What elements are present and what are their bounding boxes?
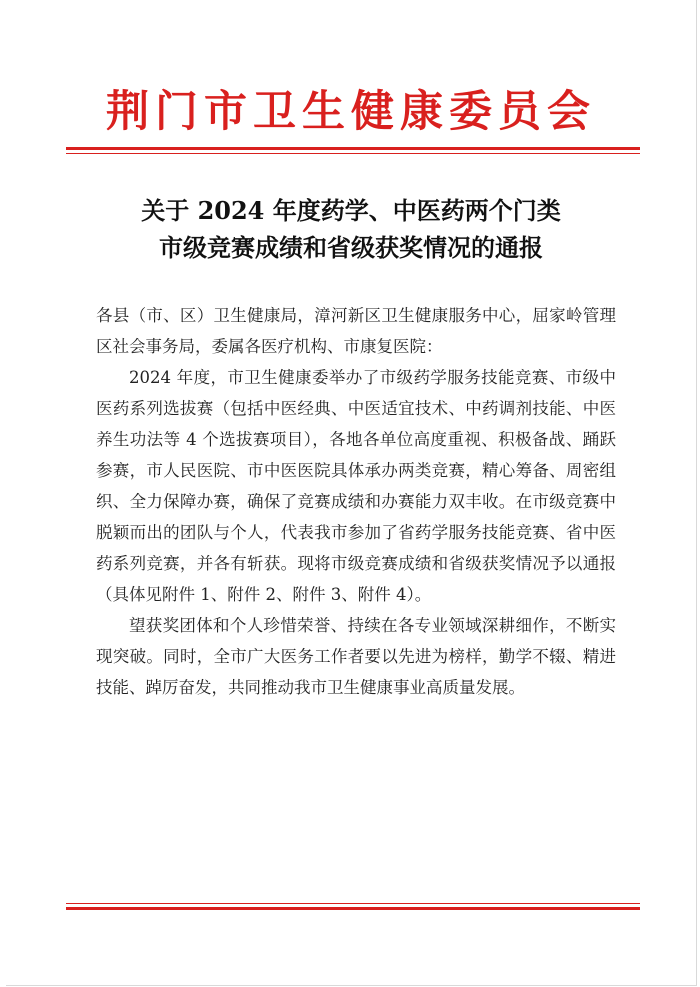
notice-title-line-1: 关于 2024 年度药学、中医药两个门类 [141,196,561,225]
header-red-rule-thick [66,147,640,150]
header-red-rule-thin [66,153,640,154]
body-paragraph-2: 望获奖团体和个人珍惜荣誉、持续在各专业领域深耕细作，不断实现突破。同时，全市广大医务工作者要以先进为榜样，勤学不辍、精进技能、踔厉奋发，共同推动我市卫生健康事业高质量发展。 [96,616,616,697]
notice-title-line-2: 市级竞赛成绩和省级获奖情况的通报 [159,233,543,262]
notice-title [6,192,696,266]
salutation: 各县（市、区）卫生健康局，漳河新区卫生健康服务中心，屈家岭管理区社会事务局，委属各医疗机构、市康复医院： [96,306,616,356]
document-page [6,0,697,986]
agency-masthead: 荆门市卫生健康委员会 [106,87,596,137]
footer-red-rule-thin [66,903,640,904]
body-paragraph-1: 2024 年度，市卫生健康委举办了市级药学服务技能竞赛、市级中医药系列选拔赛（包括中医经典、中医适宜技术、中药调剂技能、中医养生功法等 4 个选拔赛项目），各地各单位高度重视、积极备战、踊跃参赛，市人民医院、市中医医院具体承办两类竞赛，精心筹备、周密组织、全力保障办赛，确保了竞赛成绩和办赛能力双丰收。在市级竞赛中脱颖而出的团队与个人，代表我市参加了省药学服务技能竞赛、省中医药系列竞赛，并各有斩获。现将市级竞赛成绩和省级获奖情况予以通报（具体见附件 1、附件 2、附件 3、附件 4）。 [96,368,616,604]
footer-red-rule-thick [66,907,640,910]
notice-body [96,300,616,703]
